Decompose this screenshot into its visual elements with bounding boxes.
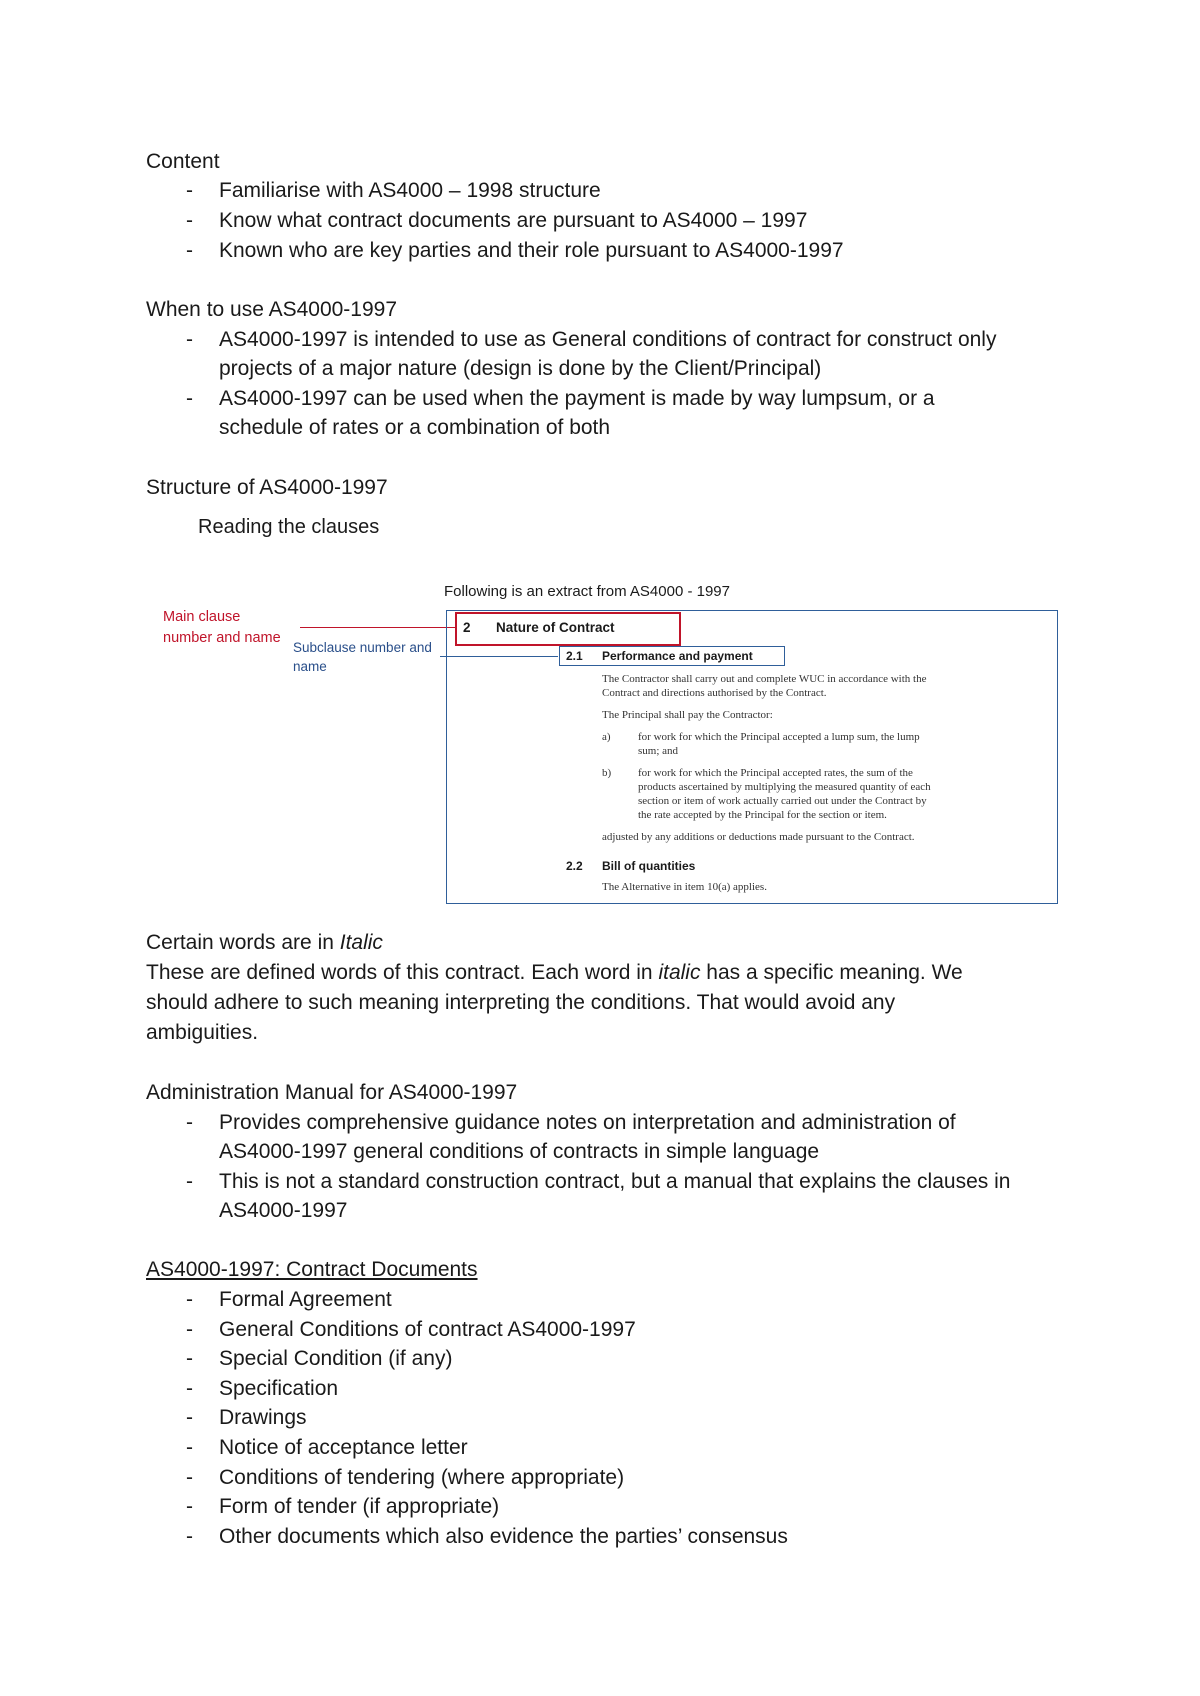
list-item: AS4000-1997 is intended to use as General conditions of contract for construct only xyxy=(219,328,997,351)
list-item: Specification xyxy=(219,1377,339,1400)
list-item-continuation: schedule of rates or a combination of both xyxy=(219,416,611,439)
list-item: This is not a standard construction contract, but a manual that explains the clauses in xyxy=(219,1170,1011,1193)
extract-text: for work for which the Principal accepted a lump sum, the lump xyxy=(638,731,920,743)
extract-text: The Contractor shall carry out and complete WUC in accordance with the xyxy=(602,673,927,685)
list-item: AS4000-1997 can be used when the payment is made by way lumpsum, or a xyxy=(219,387,935,410)
extract-text: the rate accepted by the Principal for the section or item. xyxy=(638,809,887,821)
annotation-main-connector xyxy=(300,627,455,628)
list-item: Form of tender (if appropriate) xyxy=(219,1495,500,1518)
bullet-dash: - xyxy=(186,1318,193,1341)
list-item: Formal Agreement xyxy=(219,1288,392,1311)
bullet-dash: - xyxy=(186,209,193,232)
annotation-main-clause: Main clause number and name xyxy=(163,609,281,646)
content-heading: Content xyxy=(146,150,220,173)
clause-number: 2 xyxy=(463,620,471,635)
extract-text: for work for which the Principal accepted rates, the sum of the xyxy=(638,767,913,779)
list-item: General Conditions of contract AS4000-1997 xyxy=(219,1318,636,1341)
bullet-dash: - xyxy=(186,1466,193,1489)
extract-label: a) xyxy=(602,731,611,743)
extract-text: adjusted by any additions or deductions made pursuant to the Contract. xyxy=(602,831,915,843)
contract-documents-heading: AS4000-1997: Contract Documents xyxy=(146,1258,478,1281)
subclause-title: Performance and payment xyxy=(602,649,753,663)
list-item: Other documents which also evidence the parties’ consensus xyxy=(219,1525,788,1548)
list-item-continuation: AS4000-1997 general conditions of contracts in simple language xyxy=(219,1140,820,1163)
list-item-continuation: AS4000-1997 xyxy=(219,1199,348,1222)
paragraph-line: ambiguities. xyxy=(146,1021,259,1044)
bullet-dash: - xyxy=(186,1525,193,1548)
list-item: Notice of acceptance letter xyxy=(219,1436,468,1459)
when-to-use-heading: When to use AS4000-1997 xyxy=(146,298,398,321)
extract-text: The Alternative in item 10(a) applies. xyxy=(602,881,767,893)
bullet-dash: - xyxy=(186,1170,193,1193)
bullet-dash: - xyxy=(186,1288,193,1311)
list-item-continuation: projects of a major nature (design is done by the Client/Principal) xyxy=(219,357,822,380)
bullet-dash: - xyxy=(186,1436,193,1459)
extract-text: The Principal shall pay the Contractor: xyxy=(602,709,773,721)
bullet-dash: - xyxy=(186,1495,193,1518)
italic-heading: Certain words are in Italic xyxy=(146,931,383,954)
bullet-dash: - xyxy=(186,239,193,262)
extract-text: sum; and xyxy=(638,745,679,757)
list-item: Drawings xyxy=(219,1406,307,1429)
subclause2-title: Bill of quantities xyxy=(602,859,696,873)
admin-manual-heading: Administration Manual for AS4000-1997 xyxy=(146,1081,518,1104)
structure-heading: Structure of AS4000-1997 xyxy=(146,476,388,499)
annotation-subclause: Subclause number and name xyxy=(293,640,432,674)
bullet-dash: - xyxy=(186,179,193,202)
subclause2-number: 2.2 xyxy=(566,859,583,873)
list-item: Special Condition (if any) xyxy=(219,1347,453,1370)
subclause-number: 2.1 xyxy=(566,649,583,663)
list-item: Provides comprehensive guidance notes on interpretation and administration of xyxy=(219,1111,956,1134)
extract-text: section or item of work actually carried out under the Contract by xyxy=(638,795,927,807)
bullet-dash: - xyxy=(186,1111,193,1134)
paragraph-line: should adhere to such meaning interpreting the conditions. That would avoid any xyxy=(146,991,896,1014)
clause-title: Nature of Contract xyxy=(496,620,615,635)
list-item: Know what contract documents are pursuant to AS4000 – 1997 xyxy=(219,209,808,232)
list-item: Conditions of tendering (where appropriate) xyxy=(219,1466,625,1489)
bullet-dash: - xyxy=(186,1406,193,1429)
bullet-dash: - xyxy=(186,328,193,351)
extract-text: Contract and directions authorised by the Contract. xyxy=(602,687,827,699)
list-item: Known who are key parties and their role pursuant to AS4000-1997 xyxy=(219,239,844,262)
list-item: Familiarise with AS4000 – 1998 structure xyxy=(219,179,601,202)
structure-subheading: Reading the clauses xyxy=(198,516,380,538)
bullet-dash: - xyxy=(186,1377,193,1400)
paragraph-line: These are defined words of this contract. Each word in italic has a specific meaning. We xyxy=(146,961,963,984)
bullet-dash: - xyxy=(186,387,193,410)
extract-text: products ascertained by multiplying the measured quantity of each xyxy=(638,781,931,793)
bullet-dash: - xyxy=(186,1347,193,1370)
extract-label: b) xyxy=(602,767,612,779)
figure-title: Following is an extract from AS4000 - 1997 xyxy=(444,583,730,600)
